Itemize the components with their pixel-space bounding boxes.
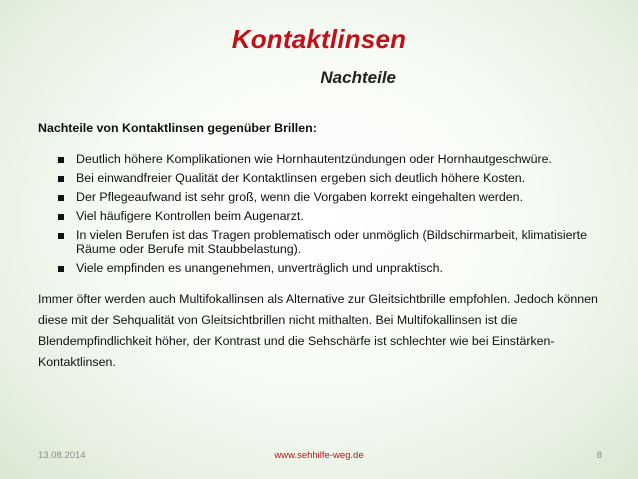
bullet-text: Bei einwandfreier Qualität der Kontaktlinsen ergeben sich deutlich höhere Kosten. bbox=[76, 171, 526, 185]
square-bullet-icon bbox=[58, 233, 64, 239]
footer-page-number: 8 bbox=[596, 450, 602, 461]
bullet-item bbox=[58, 261, 608, 275]
bullet-text: In vielen Berufen ist das Tragen problematisch oder unmöglich (Bildschirmarbeit, klimatisierte Räume oder Berufe mit Staubbelastung). bbox=[76, 228, 587, 256]
bullet-text: Der Pflegeaufwand ist sehr groß, wenn die Vorgaben korrekt eingehalten werden. bbox=[76, 190, 524, 204]
slide-title: Kontaktlinsen bbox=[231, 24, 407, 54]
square-bullet-icon bbox=[58, 157, 64, 163]
square-bullet-icon bbox=[58, 214, 64, 220]
bullet-list bbox=[38, 152, 608, 275]
slide-content bbox=[38, 120, 608, 373]
slide-subtitle: Nachteile bbox=[320, 68, 396, 87]
square-bullet-icon bbox=[58, 266, 64, 272]
bullet-item bbox=[58, 152, 608, 166]
bullet-text: Viel häufigere Kontrollen beim Augenarzt. bbox=[76, 209, 304, 223]
bullet-item bbox=[58, 171, 608, 185]
bullet-item bbox=[58, 228, 608, 256]
bullet-item bbox=[58, 209, 608, 223]
footer-url-link[interactable]: www.sehhilfe-weg.de bbox=[274, 450, 364, 461]
bullet-item bbox=[58, 190, 608, 204]
square-bullet-icon bbox=[58, 195, 64, 201]
footer-date: 13.08.2014 bbox=[38, 450, 86, 461]
square-bullet-icon bbox=[58, 176, 64, 182]
intro-heading: Nachteile von Kontaktlinsen gegenüber Brillen: bbox=[38, 121, 317, 135]
bullet-text: Viele empfinden es unangenehmen, unverträglich und unpraktisch. bbox=[76, 261, 443, 275]
body-paragraph: Immer öfter werden auch Multifokallinsen als Alternative zur Gleitsichtbrille empfohlen. Jedoch können diese mit der Sehqualität von Gleitsichtbrillen nicht mithalten. Bei Multifokallinsen ist die Blendempfindlichkeit höher, der Kontrast und die Sehschärfe ist schlechter wie bei Einstärken-Kontaktlinsen. bbox=[38, 292, 598, 369]
bullet-text: Deutlich höhere Komplikationen wie Hornhautentzündungen oder Hornhautgeschwüre. bbox=[76, 152, 552, 166]
